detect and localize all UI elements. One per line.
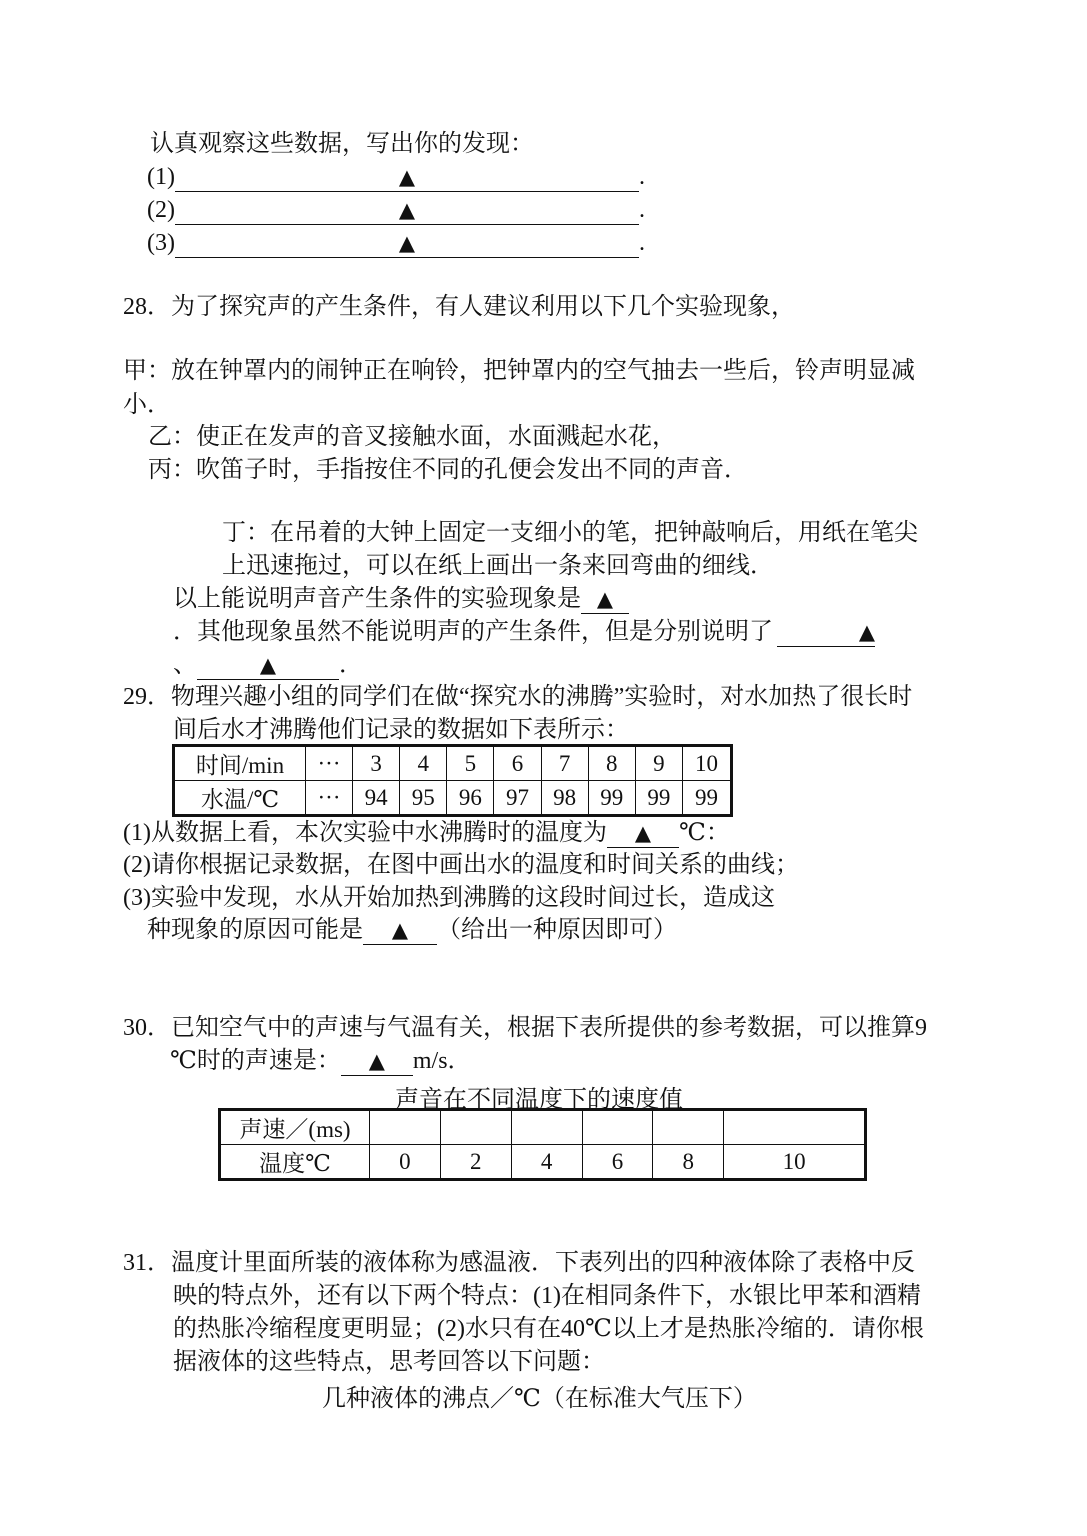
q28-ask-line-3 <box>173 650 363 680</box>
q29-answer-blank-3[interactable] <box>363 916 437 945</box>
row-header-speed: 声速／(ms) <box>220 1110 370 1145</box>
temperature-cell: 96 <box>447 781 494 816</box>
temperature-cell: 99 <box>635 781 682 816</box>
q29-part-3-text: 种现象的原因可能是 <box>147 917 363 943</box>
q31-line-2: 映的特点外，还有以下两个特点：(1)在相同条件下，水银比甲苯和酒精 <box>173 1283 921 1309</box>
q29-part-2: (2)请你根据记录数据，在图中画出水的温度和时间关系的曲线； <box>123 852 799 878</box>
q28-ask-text-2: ．其他现象虽然不能说明声的产生条件，但是分别说明了 <box>173 619 773 645</box>
answer-triangle-icon: ▲ <box>368 1049 385 1073</box>
table-row-temperature <box>220 1145 866 1180</box>
q28-ask-end: ． <box>339 652 363 678</box>
finding-line-1 <box>147 162 645 192</box>
q29-stem-line-2: 间后水才沸腾他们记录的数据如下表所示： <box>173 717 629 743</box>
temperature-cell: ··· <box>306 781 353 816</box>
answer-triangle-icon: ▲ <box>259 653 277 677</box>
q28-bing: 丙：吹笛子时，手指按住不同的孔便会发出不同的声音． <box>148 457 748 483</box>
table-row-time <box>174 746 732 781</box>
speed-cell <box>582 1110 653 1145</box>
answer-triangle-icon: ▲ <box>596 587 614 611</box>
q30-stem-line-2 <box>170 1046 472 1076</box>
temperature-cell: 6 <box>582 1145 653 1180</box>
q31-line-4: 据液体的这些特点，思考回答以下问题： <box>173 1349 605 1375</box>
q30-stem-line-1: 30．已知空气中的声速与气温有关，根据下表所提供的参考数据，可以推算9 <box>123 1015 927 1041</box>
finding-end-1: . <box>638 164 645 190</box>
row-header-temperature: 水温/℃ <box>174 781 306 816</box>
speed-cell <box>370 1110 441 1145</box>
q28-answer-blank-2[interactable] <box>777 618 875 647</box>
answer-triangle-icon: ▲ <box>398 231 416 255</box>
q31-line-3: 的热胀冷缩程度更明显；(2)水只有在40℃以上才是热胀冷缩的．请你根 <box>173 1316 924 1342</box>
q29-part-1-unit: ℃： <box>678 820 730 846</box>
q28-separator: 、 <box>173 652 197 678</box>
finding-label-3: (3) <box>147 230 175 256</box>
temperature-cell: 99 <box>588 781 635 816</box>
finding-label-2: (2) <box>147 197 175 223</box>
speed-cell <box>511 1110 582 1145</box>
q29-answer-blank-1[interactable] <box>607 819 679 848</box>
finding-line-3 <box>147 228 645 258</box>
findings-prompt: 认真观察这些数据，写出你的发现： <box>150 131 534 157</box>
q28-yi: 乙：使正在发声的音叉接触水面，水面溅起水花， <box>148 424 676 450</box>
finding-answer-blank-1[interactable] <box>175 163 639 192</box>
speed-cell <box>724 1110 866 1145</box>
time-cell: 10 <box>682 746 731 781</box>
q28-ask-line-1 <box>173 584 629 614</box>
q28-jia-line-2: 小． <box>123 392 171 418</box>
q28-answer-blank-3[interactable] <box>197 651 339 680</box>
row-header-time: 时间/min <box>174 746 306 781</box>
finding-line-2 <box>147 195 645 225</box>
q28-ding-line-1: 丁：在吊着的大钟上固定一支细小的笔，把钟敲响后，用纸在笔尖 <box>222 520 918 546</box>
temperature-cell: 95 <box>400 781 447 816</box>
q29-part-3-note: （给出一种原因即可） <box>437 917 677 943</box>
temperature-cell: 0 <box>370 1145 441 1180</box>
temperature-cell: 8 <box>653 1145 724 1180</box>
q29-part-1-text: (1)从数据上看，本次实验中水沸腾时的温度为 <box>123 820 607 846</box>
q28-stem: 28．为了探究声的产生条件，有人建议利用以下几个实验现象， <box>123 294 795 320</box>
finding-answer-blank-2[interactable] <box>175 196 639 225</box>
time-cell: 6 <box>494 746 541 781</box>
speed-cell <box>440 1110 511 1145</box>
q28-ding-line-2: 上迅速拖过，可以在纸上画出一条来回弯曲的细线． <box>222 553 774 579</box>
q28-ask-line-2 <box>173 617 875 647</box>
answer-triangle-icon: ▲ <box>398 198 416 222</box>
boiling-data-table <box>172 744 733 817</box>
answer-triangle-icon: ▲ <box>634 821 652 845</box>
time-cell: ··· <box>306 746 353 781</box>
time-cell: 5 <box>447 746 494 781</box>
speed-cell <box>653 1110 724 1145</box>
answer-triangle-icon: ▲ <box>858 620 875 644</box>
time-cell: 7 <box>541 746 588 781</box>
finding-end-3: . <box>638 230 645 256</box>
table-row-speed <box>220 1110 866 1145</box>
q30-answer-blank[interactable] <box>341 1047 413 1076</box>
q31-line-1: 31．温度计里面所装的液体称为感温液．下表列出的四种液体除了表格中反 <box>123 1250 915 1276</box>
temperature-cell: 2 <box>440 1145 511 1180</box>
answer-triangle-icon: ▲ <box>391 918 409 942</box>
temperature-cell: 94 <box>353 781 400 816</box>
time-cell: 8 <box>588 746 635 781</box>
temperature-cell: 10 <box>724 1145 866 1180</box>
sound-speed-table-caption: 声音在不同温度下的速度值 <box>395 1087 683 1113</box>
boiling-point-table-caption: 几种液体的沸点／℃（在标准大气压下） <box>322 1386 757 1412</box>
temperature-cell: 99 <box>682 781 731 816</box>
q29-part-1 <box>123 818 730 848</box>
temperature-cell: 97 <box>494 781 541 816</box>
q29-part-3-line-2 <box>147 915 677 945</box>
time-cell: 3 <box>353 746 400 781</box>
temperature-cell: 4 <box>511 1145 582 1180</box>
q28-jia-line-1: 甲：放在钟罩内的闹钟正在响铃，把钟罩内的空气抽去一些后，铃声明显减 <box>123 358 915 384</box>
row-header-temperature: 温度℃ <box>220 1145 370 1180</box>
q29-part-3-line-1: (3)实验中发现，水从开始加热到沸腾的这段时间过长，造成这 <box>123 885 775 911</box>
q30-stem-text: ℃时的声速是： <box>170 1048 341 1074</box>
q28-ask-text-1: 以上能说明声音产生条件的实验现象是 <box>173 586 581 612</box>
time-cell: 9 <box>635 746 682 781</box>
answer-triangle-icon: ▲ <box>398 165 416 189</box>
finding-answer-blank-3[interactable] <box>175 229 639 258</box>
q28-answer-blank-1[interactable] <box>581 585 629 614</box>
q30-unit: m/s． <box>412 1048 472 1074</box>
time-cell: 4 <box>400 746 447 781</box>
table-row-temperature <box>174 781 732 816</box>
finding-label-1: (1) <box>147 164 175 190</box>
finding-end-2: . <box>638 197 645 223</box>
sound-speed-table <box>218 1108 867 1181</box>
temperature-cell: 98 <box>541 781 588 816</box>
q29-stem-line-1: 29．物理兴趣小组的同学们在做“探究水的沸腾”实验时，对水加热了很长时 <box>123 684 913 710</box>
